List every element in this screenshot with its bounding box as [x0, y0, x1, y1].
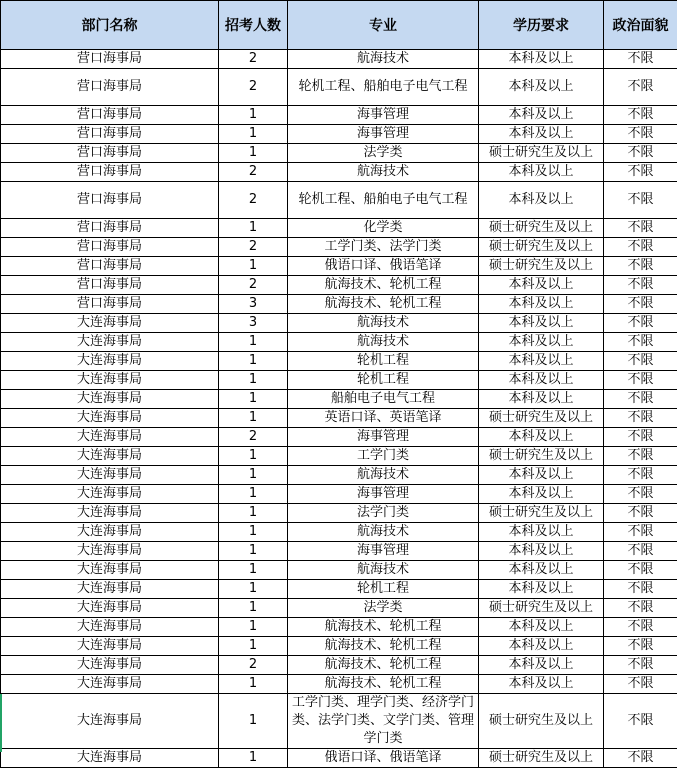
table-row	[1, 675, 677, 694]
cell-major[interactable]: 工学门类	[288, 447, 479, 466]
cell-count[interactable]: 1	[219, 390, 288, 409]
cell-education[interactable]: 本科及以上	[479, 390, 604, 409]
cell-major[interactable]: 轮机工程、船舶电子电气工程	[288, 69, 479, 106]
cell-education[interactable]: 本科及以上	[479, 485, 604, 504]
cell-education[interactable]: 本科及以上	[479, 466, 604, 485]
table-row	[1, 694, 677, 749]
cell-political-status[interactable]: 不限	[604, 447, 677, 466]
cell-political-status[interactable]: 不限	[604, 390, 677, 409]
cell-education[interactable]: 本科及以上	[479, 580, 604, 599]
cell-department[interactable]: 大连海事局	[1, 352, 219, 371]
cell-major[interactable]: 英语口译、英语笔译	[288, 409, 479, 428]
cell-department[interactable]: 大连海事局	[1, 523, 219, 542]
cell-political-status[interactable]: 不限	[604, 333, 677, 352]
cell-major[interactable]: 航海技术、轮机工程	[288, 656, 479, 675]
cell-major[interactable]: 俄语口译、俄语笔译	[288, 749, 479, 768]
cell-education[interactable]: 硕士研究生及以上	[479, 504, 604, 523]
cell-major[interactable]: 海事管理	[288, 542, 479, 561]
cell-education[interactable]: 本科及以上	[479, 314, 604, 333]
cell-department[interactable]: 大连海事局	[1, 694, 219, 749]
cell-political-status[interactable]: 不限	[604, 675, 677, 694]
table-row	[1, 523, 677, 542]
cell-count[interactable]: 1	[219, 333, 288, 352]
cell-political-status[interactable]: 不限	[604, 238, 677, 257]
cell-education[interactable]: 本科及以上	[479, 675, 604, 694]
cell-education[interactable]: 本科及以上	[479, 50, 604, 69]
table-row	[1, 390, 677, 409]
cell-count[interactable]: 3	[219, 314, 288, 333]
cell-political-status[interactable]: 不限	[604, 580, 677, 599]
cell-major[interactable]: 海事管理	[288, 125, 479, 144]
header-count[interactable]: 招考人数	[219, 1, 288, 50]
cell-major[interactable]: 海事管理	[288, 428, 479, 447]
cell-education[interactable]: 本科及以上	[479, 106, 604, 125]
cell-count[interactable]: 1	[219, 675, 288, 694]
row-selection-marker	[0, 694, 2, 752]
cell-major[interactable]: 工学门类、法学门类	[288, 238, 479, 257]
table-row	[1, 144, 677, 163]
cell-count[interactable]: 1	[219, 599, 288, 618]
table-row	[1, 352, 677, 371]
cell-political-status[interactable]: 不限	[604, 182, 677, 219]
cell-education[interactable]: 本科及以上	[479, 561, 604, 580]
cell-department[interactable]: 大连海事局	[1, 428, 219, 447]
cell-political-status[interactable]: 不限	[604, 50, 677, 69]
cell-political-status[interactable]: 不限	[604, 125, 677, 144]
header-education[interactable]: 学历要求	[479, 1, 604, 50]
header-political-status[interactable]: 政治面貌	[604, 1, 677, 50]
table-row	[1, 580, 677, 599]
cell-education[interactable]: 本科及以上	[479, 618, 604, 637]
cell-major[interactable]: 航海技术、轮机工程	[288, 675, 479, 694]
cell-count[interactable]: 1	[219, 523, 288, 542]
header-major[interactable]: 专业	[288, 1, 479, 50]
cell-count[interactable]: 2	[219, 656, 288, 675]
cell-department[interactable]: 大连海事局	[1, 542, 219, 561]
table-row	[1, 50, 677, 69]
cell-major[interactable]: 俄语口译、俄语笔译	[288, 257, 479, 276]
cell-major[interactable]: 海事管理	[288, 485, 479, 504]
cell-major[interactable]: 轮机工程	[288, 371, 479, 390]
table-row	[1, 542, 677, 561]
cell-department[interactable]: 大连海事局	[1, 618, 219, 637]
cell-department[interactable]: 营口海事局	[1, 163, 219, 182]
cell-political-status[interactable]: 不限	[604, 276, 677, 295]
cell-count[interactable]: 1	[219, 352, 288, 371]
cell-political-status[interactable]: 不限	[604, 561, 677, 580]
cell-department[interactable]: 大连海事局	[1, 749, 219, 768]
cell-department[interactable]: 营口海事局	[1, 50, 219, 69]
cell-count[interactable]: 1	[219, 749, 288, 768]
table-row	[1, 485, 677, 504]
cell-department[interactable]: 大连海事局	[1, 390, 219, 409]
table-row	[1, 257, 677, 276]
cell-education[interactable]: 硕士研究生及以上	[479, 599, 604, 618]
cell-education[interactable]: 硕士研究生及以上	[479, 409, 604, 428]
cell-political-status[interactable]: 不限	[604, 504, 677, 523]
cell-count[interactable]: 2	[219, 276, 288, 295]
cell-department[interactable]: 大连海事局	[1, 656, 219, 675]
cell-education[interactable]: 本科及以上	[479, 163, 604, 182]
cell-department[interactable]: 大连海事局	[1, 599, 219, 618]
cell-department[interactable]: 大连海事局	[1, 466, 219, 485]
cell-education[interactable]: 本科及以上	[479, 352, 604, 371]
cell-department[interactable]: 营口海事局	[1, 276, 219, 295]
cell-political-status[interactable]: 不限	[604, 485, 677, 504]
cell-major[interactable]: 海事管理	[288, 106, 479, 125]
cell-education[interactable]: 本科及以上	[479, 276, 604, 295]
cell-count[interactable]: 2	[219, 50, 288, 69]
cell-department[interactable]: 大连海事局	[1, 485, 219, 504]
cell-major[interactable]: 轮机工程	[288, 352, 479, 371]
cell-education[interactable]: 硕士研究生及以上	[479, 447, 604, 466]
cell-department[interactable]: 营口海事局	[1, 219, 219, 238]
table-row	[1, 295, 677, 314]
cell-major[interactable]: 航海技术	[288, 523, 479, 542]
cell-political-status[interactable]: 不限	[604, 69, 677, 106]
cell-political-status[interactable]: 不限	[604, 163, 677, 182]
cell-political-status[interactable]: 不限	[604, 409, 677, 428]
cell-department[interactable]: 营口海事局	[1, 69, 219, 106]
cell-education[interactable]: 硕士研究生及以上	[479, 257, 604, 276]
cell-major[interactable]: 工学门类、理学门类、经济学门类、法学门类、文学门类、管理学门类	[288, 694, 479, 749]
table-row	[1, 125, 677, 144]
cell-education[interactable]: 本科及以上	[479, 295, 604, 314]
cell-department[interactable]: 大连海事局	[1, 409, 219, 428]
cell-count[interactable]: 2	[219, 163, 288, 182]
cell-count[interactable]: 1	[219, 257, 288, 276]
cell-count[interactable]: 1	[219, 580, 288, 599]
cell-department[interactable]: 营口海事局	[1, 295, 219, 314]
cell-political-status[interactable]: 不限	[604, 144, 677, 163]
cell-department[interactable]: 营口海事局	[1, 106, 219, 125]
cell-political-status[interactable]: 不限	[604, 466, 677, 485]
cell-education[interactable]: 本科及以上	[479, 428, 604, 447]
table-row	[1, 656, 677, 675]
cell-count[interactable]: 1	[219, 542, 288, 561]
cell-count[interactable]: 1	[219, 371, 288, 390]
cell-count[interactable]: 1	[219, 637, 288, 656]
table-row	[1, 69, 677, 106]
cell-political-status[interactable]: 不限	[604, 314, 677, 333]
cell-count[interactable]: 1	[219, 485, 288, 504]
cell-count[interactable]: 2	[219, 238, 288, 257]
cell-department[interactable]: 营口海事局	[1, 182, 219, 219]
cell-education[interactable]: 硕士研究生及以上	[479, 694, 604, 749]
cell-department[interactable]: 大连海事局	[1, 333, 219, 352]
cell-education[interactable]: 本科及以上	[479, 182, 604, 219]
table-row	[1, 466, 677, 485]
cell-major[interactable]: 航海技术	[288, 333, 479, 352]
cell-major[interactable]: 航海技术	[288, 561, 479, 580]
cell-major[interactable]: 航海技术、轮机工程	[288, 637, 479, 656]
cell-political-status[interactable]: 不限	[604, 599, 677, 618]
cell-count[interactable]: 3	[219, 295, 288, 314]
cell-count[interactable]: 1	[219, 694, 288, 749]
cell-major[interactable]: 化学类	[288, 219, 479, 238]
cell-education[interactable]: 本科及以上	[479, 637, 604, 656]
cell-count[interactable]: 2	[219, 428, 288, 447]
cell-department[interactable]: 大连海事局	[1, 504, 219, 523]
cell-education[interactable]: 本科及以上	[479, 656, 604, 675]
cell-major[interactable]: 航海技术、轮机工程	[288, 276, 479, 295]
cell-major[interactable]: 船舶电子电气工程	[288, 390, 479, 409]
cell-political-status[interactable]: 不限	[604, 749, 677, 768]
table-row	[1, 106, 677, 125]
cell-department[interactable]: 大连海事局	[1, 314, 219, 333]
cell-department[interactable]: 大连海事局	[1, 580, 219, 599]
cell-political-status[interactable]: 不限	[604, 352, 677, 371]
cell-major[interactable]: 轮机工程	[288, 580, 479, 599]
cell-department[interactable]: 营口海事局	[1, 257, 219, 276]
cell-department[interactable]: 大连海事局	[1, 675, 219, 694]
cell-major[interactable]: 法学类	[288, 599, 479, 618]
cell-education[interactable]: 硕士研究生及以上	[479, 238, 604, 257]
cell-major[interactable]: 法学门类	[288, 504, 479, 523]
cell-department[interactable]: 大连海事局	[1, 561, 219, 580]
table-row	[1, 749, 677, 768]
table-row	[1, 182, 677, 219]
cell-education[interactable]: 本科及以上	[479, 523, 604, 542]
table-row	[1, 371, 677, 390]
cell-department[interactable]: 大连海事局	[1, 447, 219, 466]
cell-count[interactable]: 1	[219, 447, 288, 466]
cell-education[interactable]: 硕士研究生及以上	[479, 219, 604, 238]
cell-major[interactable]: 轮机工程、船舶电子电气工程	[288, 182, 479, 219]
cell-education[interactable]: 本科及以上	[479, 542, 604, 561]
table-row	[1, 561, 677, 580]
cell-count[interactable]: 1	[219, 144, 288, 163]
cell-major[interactable]: 航海技术、轮机工程	[288, 295, 479, 314]
cell-count[interactable]: 1	[219, 466, 288, 485]
cell-education[interactable]: 本科及以上	[479, 333, 604, 352]
table-row	[1, 428, 677, 447]
table-row	[1, 409, 677, 428]
cell-count[interactable]: 1	[219, 219, 288, 238]
header-department[interactable]: 部门名称	[1, 1, 219, 50]
cell-count[interactable]: 1	[219, 618, 288, 637]
cell-political-status[interactable]: 不限	[604, 428, 677, 447]
cell-department[interactable]: 大连海事局	[1, 637, 219, 656]
cell-major[interactable]: 航海技术	[288, 50, 479, 69]
cell-education[interactable]: 硕士研究生及以上	[479, 749, 604, 768]
table-row	[1, 276, 677, 295]
cell-count[interactable]: 1	[219, 106, 288, 125]
cell-political-status[interactable]: 不限	[604, 694, 677, 749]
table-row	[1, 637, 677, 656]
cell-political-status[interactable]: 不限	[604, 656, 677, 675]
cell-political-status[interactable]: 不限	[604, 295, 677, 314]
cell-department[interactable]: 营口海事局	[1, 144, 219, 163]
cell-political-status[interactable]: 不限	[604, 106, 677, 125]
cell-education[interactable]: 硕士研究生及以上	[479, 144, 604, 163]
cell-department[interactable]: 营口海事局	[1, 125, 219, 144]
table-row	[1, 314, 677, 333]
cell-political-status[interactable]: 不限	[604, 257, 677, 276]
cell-department[interactable]: 营口海事局	[1, 238, 219, 257]
table-row	[1, 618, 677, 637]
table-row	[1, 504, 677, 523]
cell-political-status[interactable]: 不限	[604, 618, 677, 637]
cell-major[interactable]: 航海技术	[288, 314, 479, 333]
table-body	[1, 50, 677, 768]
cell-education[interactable]: 本科及以上	[479, 371, 604, 390]
cell-department[interactable]: 大连海事局	[1, 371, 219, 390]
cell-political-status[interactable]: 不限	[604, 542, 677, 561]
header-row	[1, 1, 677, 50]
table-row	[1, 163, 677, 182]
cell-major[interactable]: 航海技术	[288, 466, 479, 485]
table-row	[1, 447, 677, 466]
table-row	[1, 219, 677, 238]
cell-count[interactable]: 1	[219, 409, 288, 428]
table-row	[1, 599, 677, 618]
table-row	[1, 238, 677, 257]
cell-political-status[interactable]: 不限	[604, 637, 677, 656]
cell-major[interactable]: 法学类	[288, 144, 479, 163]
cell-political-status[interactable]: 不限	[604, 371, 677, 390]
cell-count[interactable]: 1	[219, 504, 288, 523]
cell-political-status[interactable]: 不限	[604, 523, 677, 542]
cell-count[interactable]: 2	[219, 69, 288, 106]
cell-major[interactable]: 航海技术	[288, 163, 479, 182]
cell-political-status[interactable]: 不限	[604, 219, 677, 238]
cell-education[interactable]: 本科及以上	[479, 125, 604, 144]
cell-count[interactable]: 2	[219, 182, 288, 219]
cell-education[interactable]: 本科及以上	[479, 69, 604, 106]
cell-count[interactable]: 1	[219, 125, 288, 144]
table-row	[1, 333, 677, 352]
cell-count[interactable]: 1	[219, 561, 288, 580]
cell-major[interactable]: 航海技术、轮机工程	[288, 618, 479, 637]
